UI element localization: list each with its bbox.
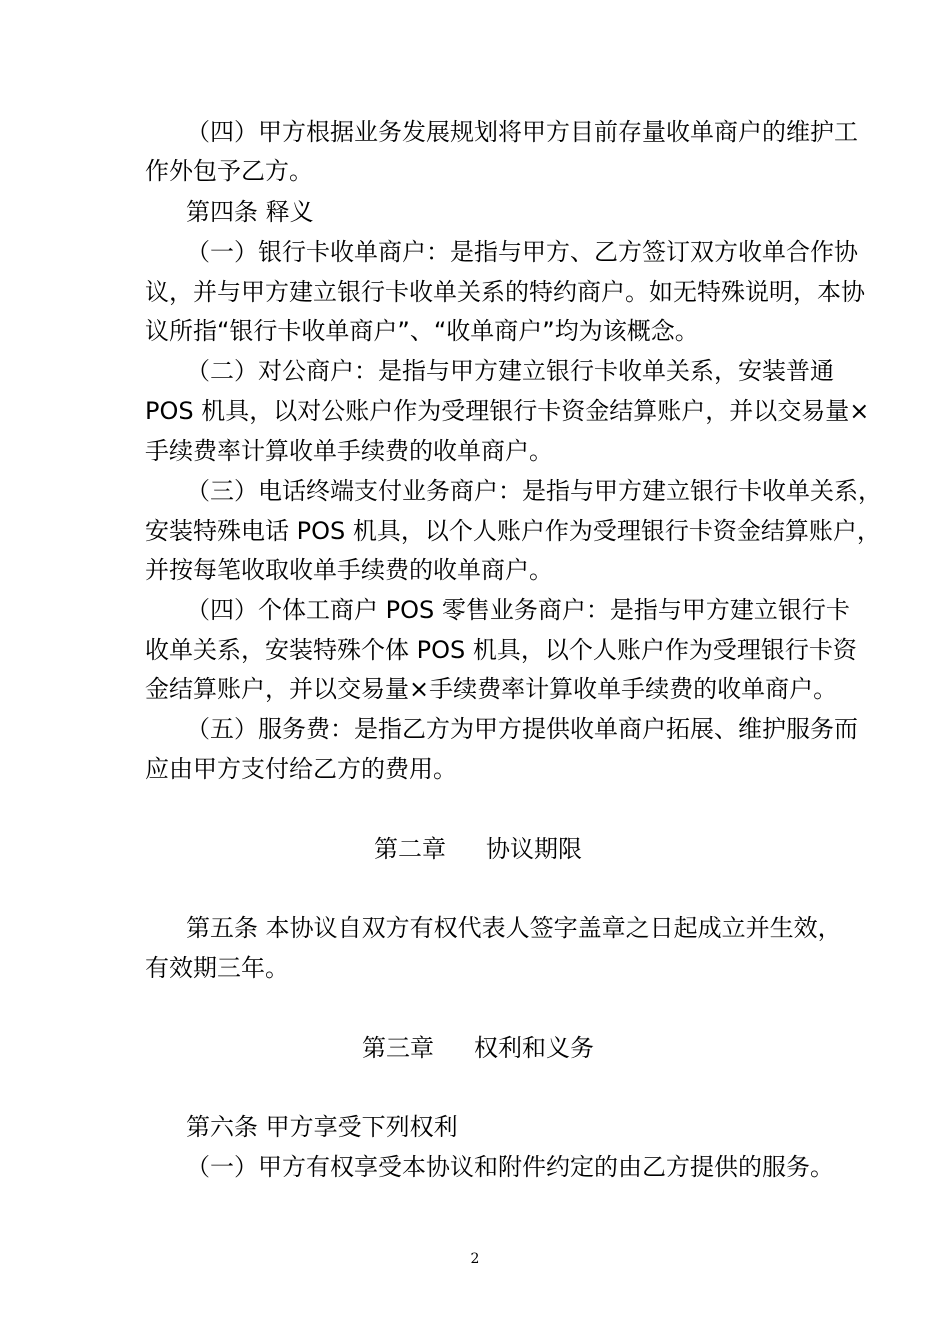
- article-heading: 第四条 释义: [186, 198, 314, 226]
- chapter-title: 协议期限: [486, 835, 582, 863]
- paragraph-line: 收单关系，安装特殊个体 POS 机具，以个人账户作为受理银行卡资: [145, 636, 857, 664]
- paragraph-line: 并按每笔收取收单手续费的收单商户。: [145, 556, 553, 584]
- page-number: 2: [470, 1251, 480, 1267]
- paragraph-line: （一）银行卡收单商户：是指与甲方、乙方签订双方收单合作协: [186, 238, 858, 266]
- chapter-number: 第二章: [374, 835, 446, 863]
- paragraph-line: 有效期三年。: [145, 954, 289, 982]
- article-heading: 第六条 甲方享受下列权利: [186, 1113, 458, 1141]
- paragraph-line: （一）甲方有权享受本协议和附件约定的由乙方提供的服务。: [186, 1153, 834, 1181]
- paragraph-line: （二）对公商户：是指与甲方建立银行卡收单关系，安装普通: [186, 357, 834, 385]
- paragraph-line: 金结算账户，并以交易量×手续费率计算收单手续费的收单商户。: [145, 675, 838, 703]
- paragraph-line: 议，并与甲方建立银行卡收单关系的特约商户。如无特殊说明，本协: [145, 278, 865, 306]
- paragraph-line: （五）服务费：是指乙方为甲方提供收单商户拓展、维护服务而: [186, 715, 858, 743]
- paragraph-line: 第五条 本协议自双方有权代表人签字盖章之日起成立并生效，: [186, 914, 842, 942]
- paragraph-line: （三）电话终端支付业务商户：是指与甲方建立银行卡收单关系，: [186, 477, 882, 505]
- paragraph-line: 议所指“银行卡收单商户”、“收单商户”均为该概念。: [145, 317, 699, 345]
- chapter-number: 第三章: [362, 1034, 434, 1062]
- paragraph-line: 安装特殊电话 POS 机具，以个人账户作为受理银行卡资金结算账户，: [145, 517, 881, 545]
- paragraph-line: 作外包予乙方。: [145, 157, 313, 185]
- paragraph-line: POS 机具，以对公账户作为受理银行卡资金结算账户，并以交易量×: [145, 397, 870, 425]
- paragraph-line: （四）个体工商户 POS 零售业务商户：是指与甲方建立银行卡: [186, 596, 850, 624]
- chapter-title: 权利和义务: [474, 1034, 594, 1062]
- paragraph-line: 应由甲方支付给乙方的费用。: [145, 755, 457, 783]
- paragraph-line: （四）甲方根据业务发展规划将甲方目前存量收单商户的维护工: [186, 118, 858, 146]
- paragraph-line: 手续费率计算收单手续费的收单商户。: [145, 437, 553, 465]
